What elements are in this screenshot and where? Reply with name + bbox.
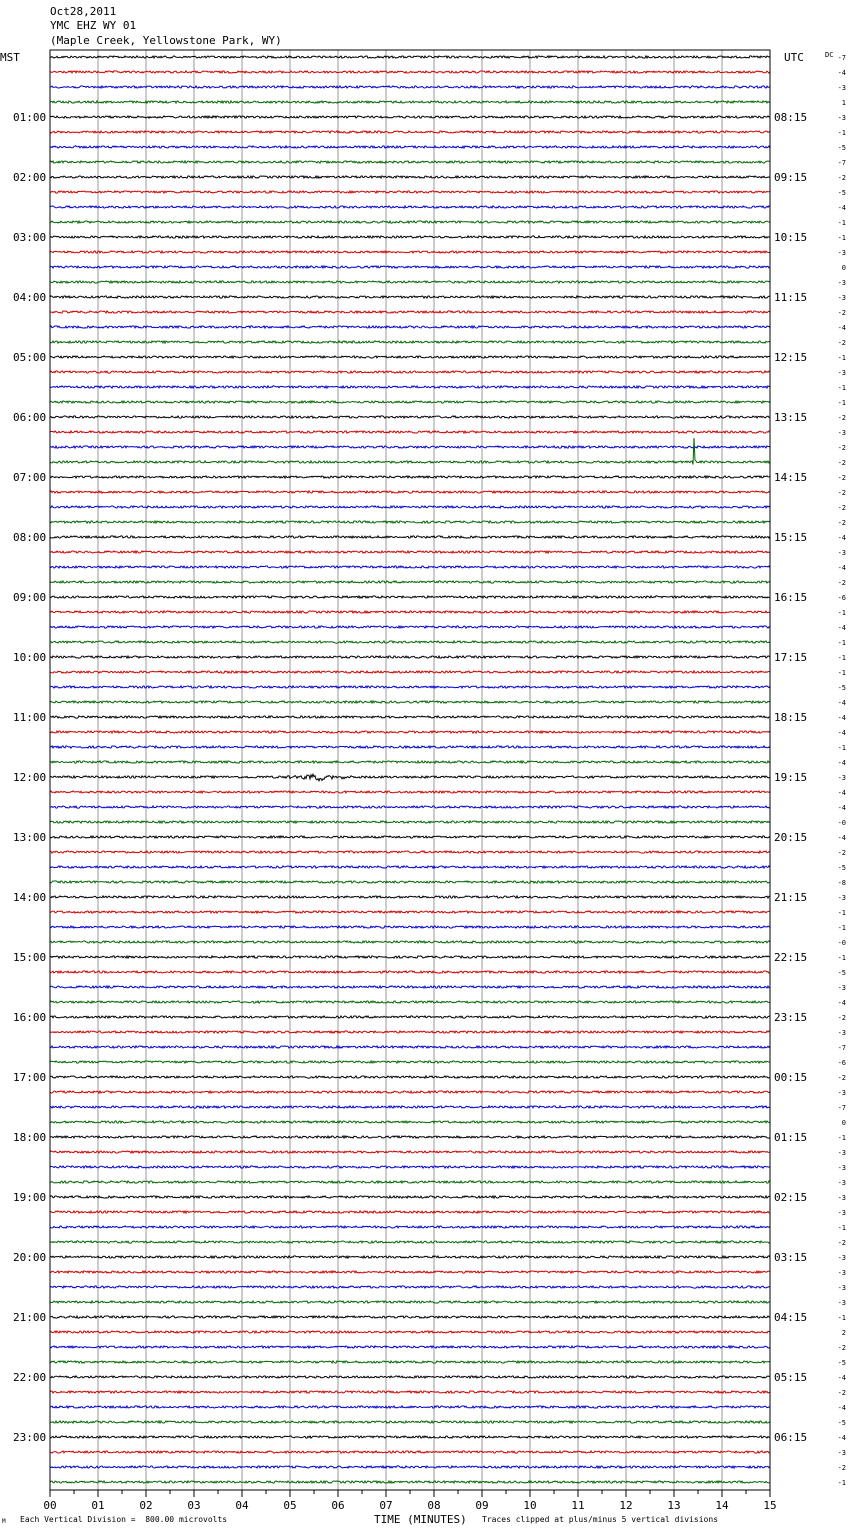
utc-hour-label: 15:15 <box>774 531 808 544</box>
utc-hour-label: 11:15 <box>774 291 808 304</box>
trace-row <box>50 506 770 508</box>
trace-row <box>50 1211 770 1213</box>
trace-row <box>50 551 770 553</box>
minute-gridlines <box>98 50 722 1490</box>
scale-note: Each Vertical Division = 800.00 microvolts <box>20 1515 228 1524</box>
dc-offset-label: -3 <box>837 1089 846 1097</box>
dc-offset-label: -4 <box>837 699 846 707</box>
utc-hour-label: 01:15 <box>774 1131 808 1144</box>
trace-row <box>50 836 770 838</box>
dc-offset-label: -2 <box>837 309 846 317</box>
trace-row <box>50 1421 770 1423</box>
utc-hour-label: 18:15 <box>774 711 808 724</box>
x-tick-label: 11 <box>571 1499 585 1512</box>
x-tick-label: 12 <box>619 1499 633 1512</box>
dc-offset-label: -3 <box>837 84 846 92</box>
dc-offset-label: -1 <box>837 609 846 617</box>
trace-row <box>50 1376 770 1378</box>
trace-row <box>50 356 770 358</box>
plot-date: Oct28,2011 <box>50 5 117 18</box>
dc-offset-label: -4 <box>837 564 846 572</box>
dc-offset-label: -5 <box>837 1419 846 1427</box>
trace-row <box>50 671 770 673</box>
dc-offset-label: -1 <box>837 924 846 932</box>
trace-row <box>50 281 770 283</box>
dc-offset-label: -5 <box>837 684 846 692</box>
dc-offset-label: -4 <box>837 789 846 797</box>
mst-hour-label: 21:00 <box>13 1311 47 1324</box>
dc-offset-label: -2 <box>837 1464 846 1472</box>
dc-offset-label: -1 <box>837 1479 846 1487</box>
mst-hour-label: 09:00 <box>13 591 47 604</box>
station-location: (Maple Creek, Yellowstone Park, WY) <box>50 34 282 47</box>
dc-offset-label: -3 <box>837 1029 846 1037</box>
trace-row <box>50 221 770 223</box>
dc-offset-label: -1 <box>837 384 846 392</box>
trace-row <box>50 611 770 613</box>
trace-row <box>50 416 770 418</box>
dc-offset-label: -4 <box>837 204 846 212</box>
dc-offset-label: -3 <box>837 429 846 437</box>
mst-hour-label: 12:00 <box>13 771 47 784</box>
dc-offset-label: -1 <box>837 954 846 962</box>
trace-row <box>50 101 770 103</box>
dc-offset-label: -1 <box>837 219 846 227</box>
utc-hour-label: 17:15 <box>774 651 808 664</box>
dc-offset-label: -4 <box>837 834 846 842</box>
trace-row <box>50 716 770 718</box>
trace-row <box>50 371 770 373</box>
dc-offset-label: -3 <box>837 1179 846 1187</box>
trace-row <box>50 701 770 703</box>
dc-offset-label: -1 <box>837 399 846 407</box>
mst-hour-label: 03:00 <box>13 231 47 244</box>
trace-row <box>50 641 770 643</box>
dc-offset-label: -5 <box>837 969 846 977</box>
trace-row <box>50 446 770 448</box>
dc-offset-label: -2 <box>837 519 846 527</box>
dc-offset-label: -0 <box>837 819 846 827</box>
trace-row <box>50 1001 770 1003</box>
utc-hour-label: 19:15 <box>774 771 808 784</box>
dc-offset-label: -2 <box>837 1344 846 1352</box>
utc-hour-label: 21:15 <box>774 891 808 904</box>
utc-hour-label: 02:15 <box>774 1191 808 1204</box>
trace-row <box>50 791 770 793</box>
dc-offset-label: -7 <box>837 1104 846 1112</box>
dc-offset-label: -4 <box>837 1404 846 1412</box>
dc-offset-label: -2 <box>837 459 846 467</box>
mst-hour-label: 17:00 <box>13 1071 47 1084</box>
dc-offset-label: 2 <box>841 1329 846 1337</box>
x-tick-label: 04 <box>235 1499 249 1512</box>
dc-offset-label: -2 <box>837 339 846 347</box>
x-tick-label: 01 <box>91 1499 105 1512</box>
x-tick-label: 13 <box>667 1499 681 1512</box>
mst-hour-label: 20:00 <box>13 1251 47 1264</box>
x-tick-label: 10 <box>523 1499 537 1512</box>
mst-hour-label: 07:00 <box>13 471 47 484</box>
trace-row <box>50 926 770 928</box>
trace-row <box>50 1301 770 1303</box>
trace-row <box>50 176 770 178</box>
trace-row <box>50 596 770 598</box>
trace-row <box>50 71 770 73</box>
dc-offset-label: -6 <box>837 1059 846 1067</box>
x-tick-label: 05 <box>283 1499 297 1512</box>
dc-offset-label: -1 <box>837 669 846 677</box>
trace-row <box>50 1046 770 1048</box>
trace-row <box>50 161 770 163</box>
dc-offset-label: -0 <box>837 939 846 947</box>
dc-offset-label: -4 <box>837 729 846 737</box>
trace-row <box>50 986 770 988</box>
trace-row <box>50 1316 770 1318</box>
mst-hour-labels <box>13 111 46 1444</box>
mst-hour-label: 13:00 <box>13 831 47 844</box>
utc-hour-label: 04:15 <box>774 1311 808 1324</box>
utc-hour-label: 20:15 <box>774 831 808 844</box>
dc-offset-label: -1 <box>837 654 846 662</box>
x-tick-label: 15 <box>763 1499 777 1512</box>
clip-note: Traces clipped at plus/minus 5 vertical divisions <box>482 1515 719 1524</box>
utc-hour-label: 23:15 <box>774 1011 808 1024</box>
trace-row <box>50 881 770 883</box>
dc-offset-label: -1 <box>837 1314 846 1322</box>
dc-offset-label: -3 <box>837 984 846 992</box>
mst-hour-label: 10:00 <box>13 651 47 664</box>
x-axis-title: TIME (MINUTES) <box>374 1513 467 1526</box>
trace-row <box>50 1106 770 1108</box>
utc-hour-label: 13:15 <box>774 411 808 424</box>
trace-row <box>50 296 770 298</box>
trace-row <box>50 686 770 688</box>
trace-row <box>50 1136 770 1138</box>
dc-offset-label: -3 <box>837 1209 846 1217</box>
dc-offset-labels <box>838 54 846 1487</box>
dc-offset-label: -4 <box>837 759 846 767</box>
dc-offset-label: -2 <box>837 579 846 587</box>
trace-row <box>50 146 770 148</box>
dc-offset-label: -5 <box>837 189 846 197</box>
trace-row <box>50 326 770 328</box>
dc-offset-label: -8 <box>837 879 846 887</box>
trace-row <box>50 1061 770 1063</box>
trace-row <box>50 956 770 958</box>
dc-offset-label: -1 <box>837 639 846 647</box>
trace-row <box>50 1031 770 1033</box>
trace-row <box>50 911 770 913</box>
trace-row <box>50 116 770 118</box>
dc-offset-label: -3 <box>837 549 846 557</box>
trace-row <box>50 431 770 433</box>
trace-row <box>50 1391 770 1393</box>
dc-offset-label: -7 <box>837 159 846 167</box>
dc-offset-label: -1 <box>837 1224 846 1232</box>
dc-offset-label: -1 <box>837 1134 846 1142</box>
dc-offset-label: -3 <box>837 1299 846 1307</box>
utc-hour-label: 12:15 <box>774 351 808 364</box>
trace-row <box>50 1406 770 1408</box>
trace-row <box>50 821 770 823</box>
utc-hour-label: 10:15 <box>774 231 808 244</box>
dc-offset-label: -1 <box>837 744 846 752</box>
mst-hour-label: 08:00 <box>13 531 47 544</box>
trace-row <box>50 1091 770 1093</box>
dc-offset-label: 1 <box>841 99 846 107</box>
dc-offset-label: -4 <box>837 999 846 1007</box>
mst-hour-label: 15:00 <box>13 951 47 964</box>
dc-offset-label: -1 <box>837 909 846 917</box>
dc-offset-label: -5 <box>837 1359 846 1367</box>
dc-offset-label: -3 <box>837 1284 846 1292</box>
dc-offset-label: -3 <box>837 1254 846 1262</box>
mst-hour-label: 19:00 <box>13 1191 47 1204</box>
dc-offset-label: -3 <box>837 1449 846 1457</box>
trace-row <box>50 1271 770 1273</box>
trace-row <box>50 236 770 238</box>
trace-row <box>50 626 770 628</box>
trace-row <box>50 1436 770 1438</box>
trace-row <box>50 1016 770 1018</box>
x-tick-label: 09 <box>475 1499 489 1512</box>
dc-column-label: DC <box>825 51 834 59</box>
trace-row <box>50 896 770 898</box>
dc-offset-label: -3 <box>837 1149 846 1157</box>
dc-offset-label: 0 <box>841 264 846 272</box>
trace-row <box>50 806 770 808</box>
trace-row <box>50 866 770 868</box>
trace-row <box>50 656 770 658</box>
trace-row <box>50 1286 770 1288</box>
trace-row <box>50 731 770 733</box>
mst-hour-label: 14:00 <box>13 891 47 904</box>
trace-row <box>50 1481 770 1483</box>
trace-row <box>50 1121 770 1123</box>
dc-offset-label: -6 <box>837 594 846 602</box>
corner-mark: M <box>2 1518 6 1525</box>
dc-offset-label: -1 <box>837 234 846 242</box>
trace-row <box>50 1076 770 1078</box>
dc-offset-label: -2 <box>837 444 846 452</box>
trace-row <box>50 971 770 973</box>
dc-offset-label: -1 <box>837 354 846 362</box>
dc-offset-label: -3 <box>837 294 846 302</box>
dc-offset-label: -4 <box>837 69 846 77</box>
dc-offset-label: -3 <box>837 114 846 122</box>
dc-offset-label: -2 <box>837 849 846 857</box>
dc-offset-label: -4 <box>837 324 846 332</box>
utc-hour-label: 00:15 <box>774 1071 808 1084</box>
trace-row <box>50 191 770 193</box>
dc-offset-label: -3 <box>837 1194 846 1202</box>
x-tick-label: 06 <box>331 1499 345 1512</box>
mst-hour-label: 16:00 <box>13 1011 47 1024</box>
dc-offset-label: -3 <box>837 894 846 902</box>
trace-row <box>50 266 770 268</box>
trace-row <box>50 1226 770 1228</box>
x-tick-label: 08 <box>427 1499 441 1512</box>
utc-hour-label: 05:15 <box>774 1371 808 1384</box>
dc-offset-label: -2 <box>837 1239 846 1247</box>
x-tick-label: 14 <box>715 1499 729 1512</box>
trace-row <box>50 251 770 253</box>
trace-row <box>50 341 770 343</box>
trace-row <box>50 851 770 853</box>
trace-row <box>50 56 770 58</box>
dc-offset-label: -4 <box>837 804 846 812</box>
trace-row <box>50 86 770 88</box>
utc-hour-label: 16:15 <box>774 591 808 604</box>
mst-hour-label: 06:00 <box>13 411 47 424</box>
dc-offset-label: -2 <box>837 1389 846 1397</box>
trace-row <box>50 1151 770 1153</box>
dc-offset-label: -2 <box>837 174 846 182</box>
x-tick-label: 07 <box>379 1499 393 1512</box>
trace-row <box>50 1256 770 1258</box>
dc-offset-label: -5 <box>837 144 846 152</box>
trace-row <box>50 1181 770 1183</box>
dc-offset-label: -2 <box>837 474 846 482</box>
trace-row <box>50 1361 770 1363</box>
trace-row <box>50 476 770 478</box>
trace-row <box>50 491 770 493</box>
dc-offset-label: -2 <box>837 1074 846 1082</box>
dc-offset-label: -4 <box>837 1434 846 1442</box>
trace-row <box>50 311 770 313</box>
dc-offset-label: -2 <box>837 489 846 497</box>
trace-row <box>50 1196 770 1198</box>
trace-row <box>50 521 770 523</box>
trace-row <box>50 401 770 403</box>
trace-row <box>50 746 770 748</box>
mst-hour-label: 11:00 <box>13 711 47 724</box>
x-tick-label: 00 <box>43 1499 57 1512</box>
trace-row <box>50 1451 770 1453</box>
x-axis-ticks <box>43 1490 776 1512</box>
mst-axis-label: MST <box>0 51 20 64</box>
utc-hour-label: 22:15 <box>774 951 808 964</box>
utc-hour-label: 06:15 <box>774 1431 808 1444</box>
trace-row <box>50 1466 770 1468</box>
dc-offset-label: -3 <box>837 1269 846 1277</box>
dc-offset-label: -4 <box>837 624 846 632</box>
dc-offset-label: -4 <box>837 1374 846 1382</box>
dc-offset-label: -4 <box>837 714 846 722</box>
utc-axis-label: UTC <box>784 51 804 64</box>
dc-offset-label: -3 <box>837 249 846 257</box>
mst-hour-label: 05:00 <box>13 351 47 364</box>
mst-hour-label: 23:00 <box>13 1431 47 1444</box>
dc-offset-label: -3 <box>837 774 846 782</box>
trace-row <box>50 438 770 465</box>
trace-row <box>50 774 770 781</box>
dc-offset-label: -3 <box>837 279 846 287</box>
trace-row <box>50 536 770 538</box>
dc-offset-label: -3 <box>837 369 846 377</box>
utc-hour-label: 14:15 <box>774 471 808 484</box>
dc-offset-label: -2 <box>837 1014 846 1022</box>
mst-hour-label: 22:00 <box>13 1371 47 1384</box>
trace-row <box>50 206 770 208</box>
trace-row <box>50 941 770 943</box>
trace-row <box>50 1166 770 1168</box>
trace-rows <box>50 56 770 1483</box>
trace-row <box>50 761 770 763</box>
dc-offset-label: -3 <box>837 1164 846 1172</box>
trace-row <box>50 566 770 568</box>
mst-hour-label: 01:00 <box>13 111 47 124</box>
utc-hour-label: 09:15 <box>774 171 808 184</box>
mst-hour-label: 04:00 <box>13 291 47 304</box>
utc-hour-label: 08:15 <box>774 111 808 124</box>
dc-offset-label: -7 <box>837 54 846 62</box>
trace-row <box>50 386 770 388</box>
x-tick-label: 02 <box>139 1499 153 1512</box>
dc-offset-label: -4 <box>837 534 846 542</box>
x-tick-label: 03 <box>187 1499 201 1512</box>
trace-row <box>50 131 770 133</box>
utc-hour-labels <box>774 111 807 1444</box>
station-id: YMC EHZ WY 01 <box>50 19 137 32</box>
dc-offset-label: -2 <box>837 504 846 512</box>
dc-offset-label: -2 <box>837 414 846 422</box>
mst-hour-label: 18:00 <box>13 1131 47 1144</box>
dc-offset-label: -5 <box>837 864 846 872</box>
dc-offset-label: 0 <box>841 1119 846 1127</box>
dc-offset-label: -7 <box>837 1044 846 1052</box>
trace-row <box>50 1331 770 1333</box>
dc-offset-label: -1 <box>837 129 846 137</box>
trace-row <box>50 1241 770 1243</box>
plot-frame <box>50 50 770 1490</box>
trace-row <box>50 1346 770 1348</box>
utc-hour-label: 03:15 <box>774 1251 808 1264</box>
mst-hour-label: 02:00 <box>13 171 47 184</box>
trace-row <box>50 581 770 583</box>
